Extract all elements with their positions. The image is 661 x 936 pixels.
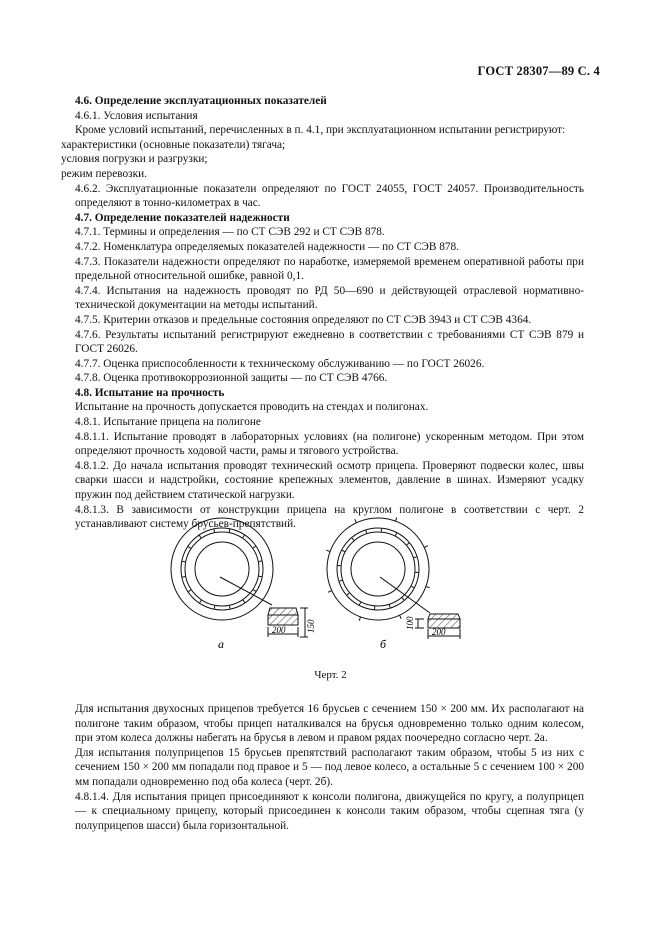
paragraph: Испытание на прочность допускается проводить на стендах и полигонах. — [75, 401, 429, 414]
paragraph: 4.7.6. Результаты испытаний регистрируют ежедневно в соответствии с требованиями СТ СЭВ 879 и ГОСТ 26026. — [75, 328, 584, 356]
dim-150: 150 — [306, 619, 316, 633]
paragraph: условия погрузки и разгрузки; — [61, 153, 208, 166]
paragraph: 4.7.3. Показатели надежности определяют по наработке, измеряемой временем оперативной работы при предельной относительной ошибке, равной 0,1. — [75, 255, 584, 283]
dim-200-left: 200 — [272, 625, 286, 635]
paragraph: 4.7.8. Оценка противокоррозионной защиты — по СТ СЭВ 4766. — [75, 372, 388, 385]
paragraph: 4.8.1.2. До начала испытания проводят технический осмотр прицепа. Проверяют подвески колес, швы сварки шасси и надстройки, состояние крепежных элементов, давление в шинах. Измеряют усадку пружин под действием статической нагрузки. — [75, 459, 584, 502]
paragraph: 4.8.1.3. В зависимости от конструкции прицепа на круглом полигоне в соответствии с черт. 2 устанавливают систему брусьев-препятствий. — [75, 503, 584, 531]
polygon-diagram — [160, 515, 480, 660]
paragraph: характеристики (основные показатели) тягача; — [61, 138, 286, 151]
lower-text-block — [75, 702, 584, 833]
paragraph: 4.7. Определение показателей надежности — [75, 211, 290, 224]
paragraph: 4.6. Определение эксплуатационных показателей — [75, 95, 327, 107]
paragraph: 4.8. Испытание на прочность — [75, 386, 225, 399]
label-a: а — [218, 637, 224, 651]
dim-100: 100 — [405, 616, 415, 630]
paragraph: Для испытания двухосных прицепов требуется 16 брусьев с сечением 150 × 200 мм. Их располагают на полигоне таким образом, чтобы прицеп наталкивался на брусья одновременно только одним колесом, при этом колеса должны набегать на брусья в левом и правом рядах поочередно согласно черт. 2а. — [75, 703, 584, 745]
paragraph: режим перевозки. — [61, 167, 147, 180]
beam-section-a — [220, 577, 308, 637]
paragraph: 4.7.4. Испытания на надежность проводят по РД 50—690 и действующей отраслевой нормативно-технической документации на методы испытаний. — [75, 284, 584, 312]
paragraph: 4.7.2. Номенклатура определяемых показателей надежности — по СТ СЭВ 878. — [75, 240, 459, 253]
paragraph: 4.7.5. Критерии отказов и предельные состояния определяют по СТ СЭВ 3943 и СТ СЭВ 4364. — [75, 313, 532, 326]
ring-diagram-a — [171, 518, 273, 620]
paragraph: 4.6.2. Эксплуатационные показатели определяют по ГОСТ 24055, ГОСТ 24057. Производительность определяют в тонно-километрах в час. — [75, 182, 584, 210]
paragraph: 4.8.1.4. Для испытания прицеп присоединяют к консоли полигона, движущейся по кругу, а полуприцеп — к специальному прицепу, который присоединен к консоли таким образом, чтобы сцепная тяга (у полуприцепов шасси) была горизонтальной. — [75, 790, 584, 832]
paragraph: 4.6.1. Условия испытания — [75, 109, 198, 122]
upper-text-block — [61, 94, 584, 532]
paragraph: 4.8.1. Испытание прицепа на полигоне — [75, 416, 261, 429]
paragraph: 4.7.1. Термины и определения — по СТ СЭВ 292 и СТ СЭВ 878. — [75, 226, 385, 239]
paragraph: Кроме условий испытаний, перечисленных в п. 4.1, при эксплуатационном испытании регистрируют: — [75, 124, 566, 137]
paragraph: 4.8.1.1. Испытание проводят в лабораторных условиях (на полигоне) ускоренным методом. При этом определяют прочность ходовой части, рамы и тягового устройства. — [75, 430, 584, 458]
ring-diagram-b — [326, 517, 429, 620]
page-header: ГОСТ 28307—89 С. 4 — [477, 64, 600, 78]
dim-200-right: 200 — [432, 627, 446, 637]
label-b: б — [380, 637, 387, 651]
paragraph: 4.7.7. Оценка приспособленности к техническому обслуживанию — по ГОСТ 26026. — [75, 357, 485, 370]
paragraph: Для испытания полуприцепов 15 брусьев препятствий располагают таким образом, чтобы 5 из них с сечением 150 × 200 мм попадали под правое и 5 — под левое колесо, а остальные 5 с сечением 100 × 200 мм попадали одновременно под оба колеса (черт. 2б). — [75, 746, 584, 788]
figure-caption: Черт. 2 — [314, 669, 347, 681]
figure-drawing — [160, 515, 480, 660]
